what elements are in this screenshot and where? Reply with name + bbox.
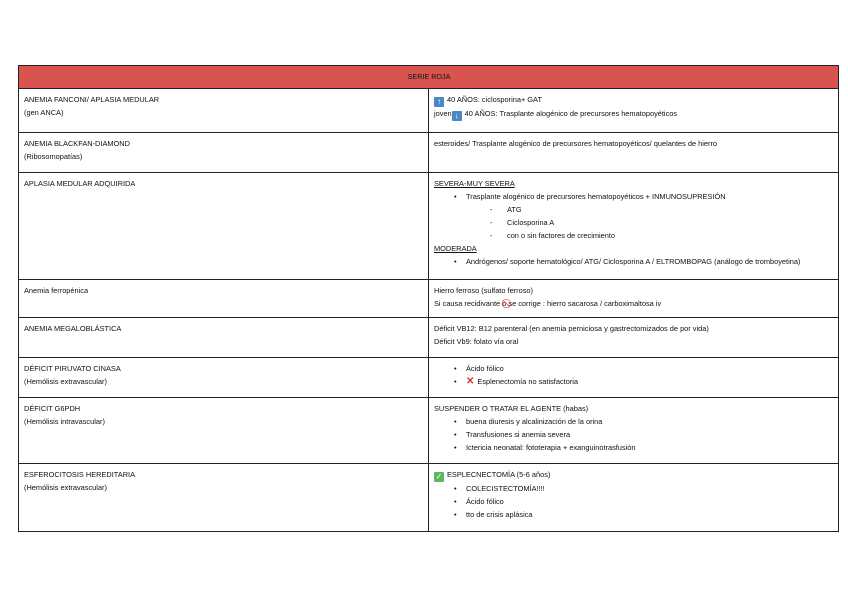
table-row [19,398,839,464]
row-label: Anemia ferropénica [19,280,429,318]
list-item: • Ictericia neonatal: fototerapia + exanguinotrasfusión [454,443,636,452]
row-content [429,173,839,280]
row-label: ANEMIA MEGALOBLÁSTICA [19,318,429,358]
row-content: SUSPENDER O TRATAR EL AGENTE (habas) • buena diuresis y alcalinización de la orina • Transfusiones si anemia severa • Ictericia neonatal: fototerapia + exanguinotrasfusión [429,398,839,464]
cross-icon: ✕ [466,376,475,387]
row-label: ANEMIA FANCONI/ APLASIA MEDULAR (gen ANCA) [19,89,429,133]
sub-item: - con o sin factores de crecimiento [490,231,616,240]
row-content: Hierro ferroso (sulfato ferroso) Si causa recidivante o se corrige : hierro sacarosa / carboximaltosa iv [429,280,839,318]
row-label: ESFEROCITOSIS HEREDITARIA (Hemólisis extravascular) [19,464,429,532]
table-row [19,133,839,173]
check-icon: ✓ [435,472,443,481]
sub-item: - ATG [490,205,522,214]
arrow-up-icon: ↑ [434,97,444,107]
list-item: • buena diuresis y alcalinización de la orina [454,417,603,426]
row-content: ↑ 40 AÑOS: ciclosporina+ GAT joven ↓ 40 AÑOS: Trasplante alogénico de precursores hematopoyéticos [429,89,839,133]
row-label: DÉFICIT G6PDH (Hemólisis intravascular) [19,398,429,464]
table-header: SERIE ROJA [19,66,839,89]
row-content: Déficit VB12: B12 parenteral (en anemia perniciosa y gastrectomizados de por vida) Déficit Vb9: folato vía oral [429,318,839,358]
table-row [19,464,839,532]
table-row [19,280,839,318]
row-label: DÉFICIT PIRUVATO CINASA (Hemólisis extravascular) [19,358,429,398]
table-row [19,173,839,280]
list-item: • Andrógenos/ soporte hematológico/ ATG/ Ciclosporina A / ELTROMBOPAG (análogo de tromboyetina) [454,257,801,266]
arrow-down-icon: ↓ [452,111,462,121]
row-label: ANEMIA BLACKFAN-DIAMOND (Ribosomopatías) [19,133,429,173]
list-item: • Ácido fólico [454,364,504,373]
section-title: SEVERA-MUY SEVERA [434,179,515,188]
list-item: • Transfusiones si anemia severa [454,430,571,439]
row-content: esteroides/ Trasplante alogénico de precursores hematopoyéticos/ quelantes de hierro [429,133,839,173]
row-content [429,358,839,398]
list-item: • COLECISTECTOMÍA!!!! [454,484,545,493]
list-item: • ✕ Esplenectomía no satisfactoria [454,376,579,387]
table-row [19,89,839,133]
list-item: • Ácido fólico [454,497,504,506]
serie-roja-table [18,65,839,532]
table-row [19,318,839,358]
list-item: • Trasplante alogénico de precursores hematopoyéticos + INMUNOSUPRESIÓN [454,192,726,201]
list-item: • tto de crisis aplásica [454,510,533,519]
row-content: ✓ ESPLECNECTOMÍA (5-6 años) • COLECISTECTOMÍA!!!! • Ácido fólico • tto de crisis aplásica [429,464,839,532]
table-row [19,358,839,398]
row-label: APLASIA MEDULAR ADQUIRIDA [19,173,429,280]
sub-item: - Ciclosporina A [490,218,555,227]
section-title: MODERADA [434,244,477,253]
